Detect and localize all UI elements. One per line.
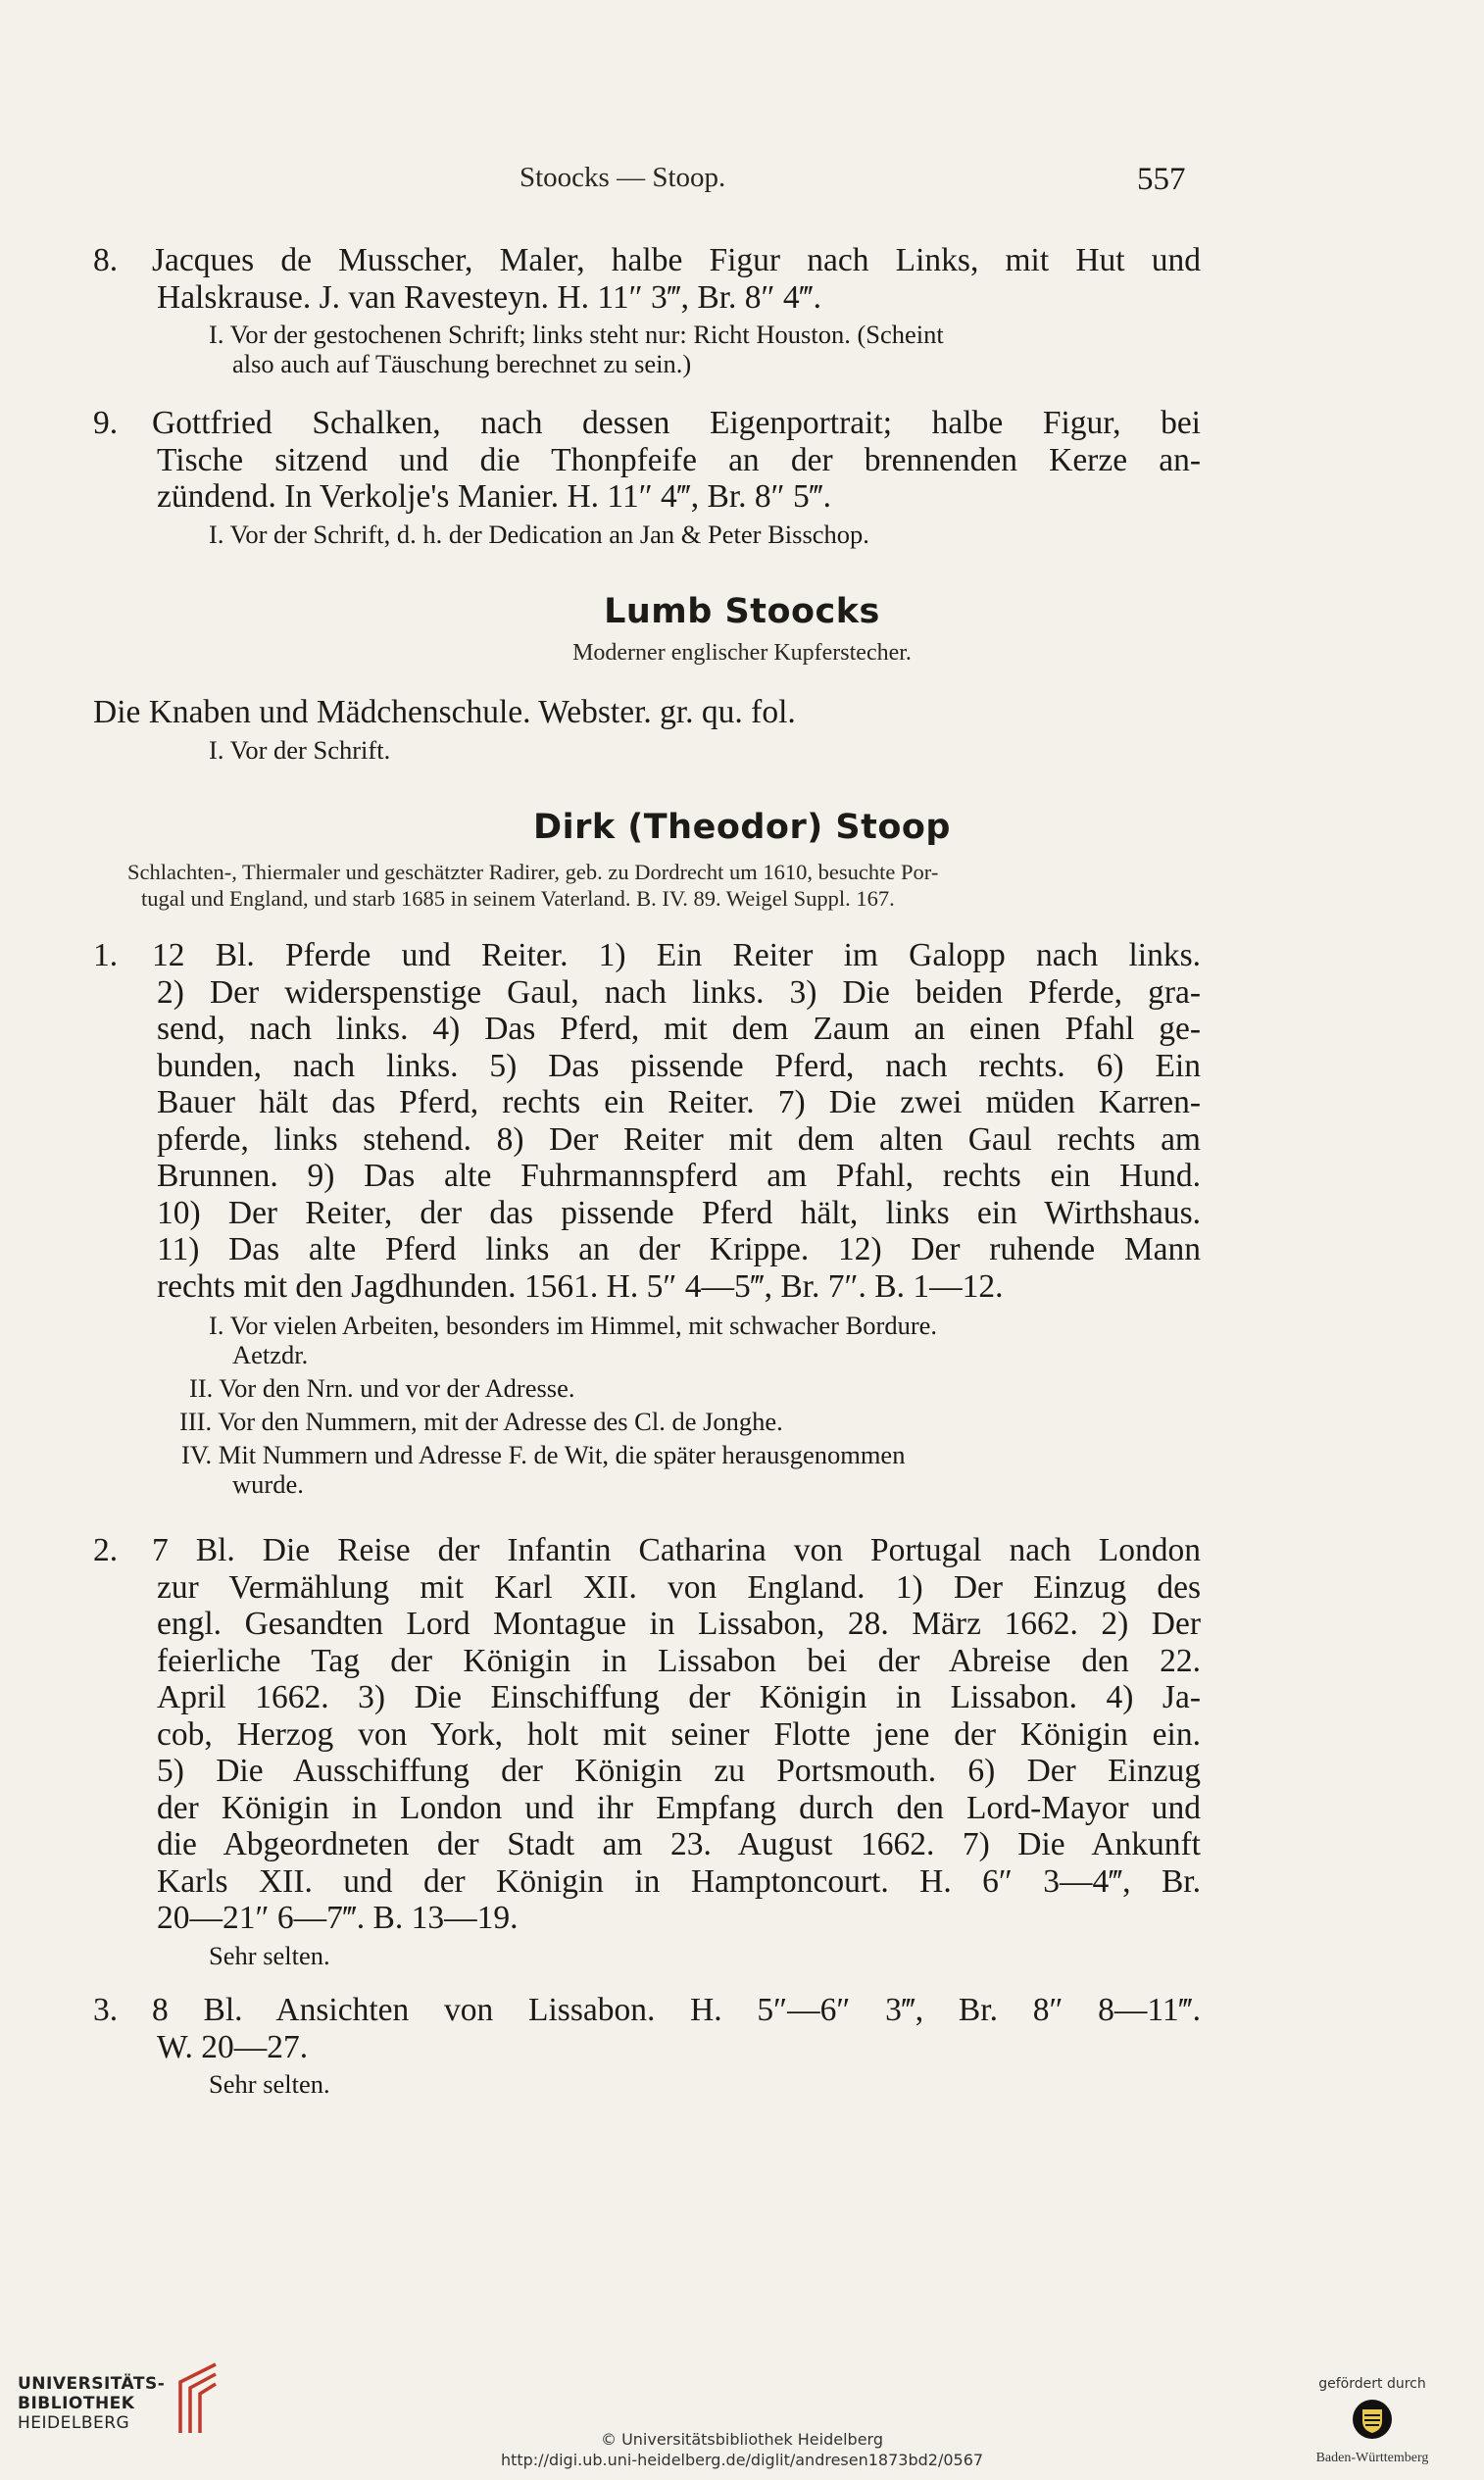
entry-number: 3. [93,1992,119,2028]
running-head [0,162,1484,201]
state-line: IV. Mit Nummern und Adresse F. de Wit, die später herausgenommen [181,1440,906,1469]
page-number: 557 [1137,162,1186,197]
entry-line: send, nach links. 4) Das Pferd, mit dem Zaum an einen Pfahl ge- [157,1011,1201,1047]
entry-line: der Königin in London und ihr Empfang durch den Lord-Mayor und [157,1789,1201,1826]
entry-line: April 1662. 3) Die Einschiffung der Königin in Lissabon. 4) Ja- [157,1679,1201,1715]
entry-line: Karls XII. und der Königin in Hamptoncourt. H. 6″ 3—4‴, Br. [157,1862,1201,1900]
entry-line: Halskrause. J. van Ravesteyn. H. 11″ 3‴, Br. 8″ 4‴. [157,278,821,316]
entry-line: bunden, nach links. 5) Das pissende Pferd, nach rechts. 6) Ein [157,1047,1201,1084]
copyright-text: © Universitätsbibliothek Heidelberg [600,2430,883,2449]
state-line: III. Vor den Nummern, mit der Adresse des Cl. de Jonghe. [179,1407,783,1436]
entry-2 [93,1532,1201,1970]
state-line: also auch auf Täuschung berechnet zu sein.) [232,349,692,378]
artist-heading: Lumb Stoocks [604,592,880,631]
entry-line: rechts mit den Jagdhunden. 1561. H. 5″ 4—5‴, Br. 7″. B. 1—12. [157,1267,1004,1305]
entry-line: 12 Bl. Pferde und Reiter. 1) Ein Reiter im Galopp nach links. [152,937,1201,973]
entry-8 [93,242,1201,378]
entry-line: 2) Der widerspenstige Gaul, nach links. 3) Die beiden Pferde, gra- [157,973,1201,1011]
entry-line: pferde, links stehend. 8) Der Reiter mit dem alten Gaul rechts am [157,1120,1201,1158]
entry-number: 8. [93,242,119,278]
entry-3 [93,1992,1201,2099]
library-emblem-icon [173,2360,222,2437]
entry-line: Die Knaben und Mädchenschule. Webster. gr. qu. fol. [93,694,796,730]
entry-line: Bauer hält das Pferd, rechts ein Reiter. 7) Die zwei müden Karren- [157,1084,1201,1120]
entry-line: Brunnen. 9) Das alte Fuhrmannspferd am Pfahl, rechts ein Hund. [157,1158,1201,1194]
state-line: I. Vor der Schrift, d. h. der Dedication an Jan & Peter Bisschop. [209,519,869,549]
entry-line: Jacques de Musscher, Maler, halbe Figur nach Links, mit Hut und [152,242,1201,278]
artist-heading: Dirk (Theodor) Stoop [533,808,951,847]
logo-line: UNIVERSITÄTS- [18,2374,166,2394]
bio-line: tugal und England, und starb 1685 in seinem Vaterland. B. IV. 89. Weigel Suppl. 167. [141,886,895,911]
entry-number: 9. [93,405,119,441]
entry-line: engl. Gesandten Lord Montague in Lissabon, 28. März 1662. 2) Der [157,1606,1201,1642]
state-line: II. Vor den Nrn. und vor der Adresse. [189,1373,575,1403]
artist1-entry [93,694,1201,765]
entry-line: Tische sitzend und die Thonpfeife an der brennenden Kerze an- [157,441,1201,478]
entry-1 [93,937,1201,1499]
entry-line: zündend. In Verkolje's Manier. H. 11″ 4‴, Br. 8″ 5‴. [157,478,832,515]
artist-bio [127,859,1206,912]
entry-line: 7 Bl. Die Reise der Infantin Catharina von Portugal nach London [152,1532,1201,1568]
note-line: Sehr selten. [209,2069,330,2099]
entry-line: Gottfried Schalken, nach dessen Eigenportrait; halbe Figur, bei [152,405,1201,441]
logo-line: BIBLIOTHEK [18,2394,135,2413]
entry-line: 20—21″ 6—7‴. B. 13—19. [157,1900,519,1936]
state-line: I. Vor der gestochenen Schrift; links steht nur: Richt Houston. (Scheint [209,320,944,349]
state-line: I. Vor der Schrift. [209,734,391,765]
entry-line: cob, Herzog von York, holt mit seiner Flotte jene der Königin ein. [157,1715,1201,1753]
entry-line: 5) Die Ausschiffung der Königin zu Portsmouth. 6) Der Einzug [157,1753,1201,1789]
state-coat-of-arms-icon [1351,2398,1394,2441]
entry-line: 8 Bl. Ansichten von Lissabon. H. 5″—6″ 3‴, Br. 8″ 8—11‴. [152,1992,1201,2028]
artist-subtitle: Moderner englischer Kupferstecher. [572,640,912,666]
entry-line: zur Vermählung mit Karl XII. von England. 1) Der Einzug des [157,1568,1201,1606]
entry-9 [93,405,1201,549]
permalink-url[interactable]: http://digi.ub.uni-heidelberg.de/diglit/andresen1873bd2/0567 [500,2451,984,2469]
bio-line: Schlachten-, Thiermaler und geschätzter Radirer, geb. zu Dordrecht um 1610, besuchte Por- [127,860,939,884]
state-line: wurde. [232,1469,304,1499]
entry-line: 11) Das alte Pferd links an der Krippe. 12) Der ruhende Mann [157,1231,1201,1267]
running-title: Stoocks — Stoop. [519,162,726,193]
state-line: Aetzdr. [232,1340,309,1369]
library-logo[interactable] [18,2374,243,2462]
note-line: Sehr selten. [209,1940,330,1970]
entry-line: die Abgeordneten der Stadt am 23. August 1662. 7) Die Ankunft [157,1826,1201,1862]
entry-number: 1. [93,937,119,973]
entry-line: feierliche Tag der Königin in Lissabon bei der Abreise den 22. [157,1642,1201,1679]
sponsor-label: gefördert durch [1318,2376,1426,2392]
entry-number: 2. [93,1532,119,1568]
state-line: I. Vor vielen Arbeiten, besonders im Himmel, mit schwacher Bordure. [209,1311,938,1340]
sponsor-name: Baden-Württemberg [1315,2451,1429,2465]
logo-line: HEIDELBERG [18,2413,130,2433]
entry-line: W. 20—27. [157,2028,309,2065]
entry-line: 10) Der Reiter, der das pissende Pferd hält, links ein Wirthshaus. [157,1194,1201,1231]
